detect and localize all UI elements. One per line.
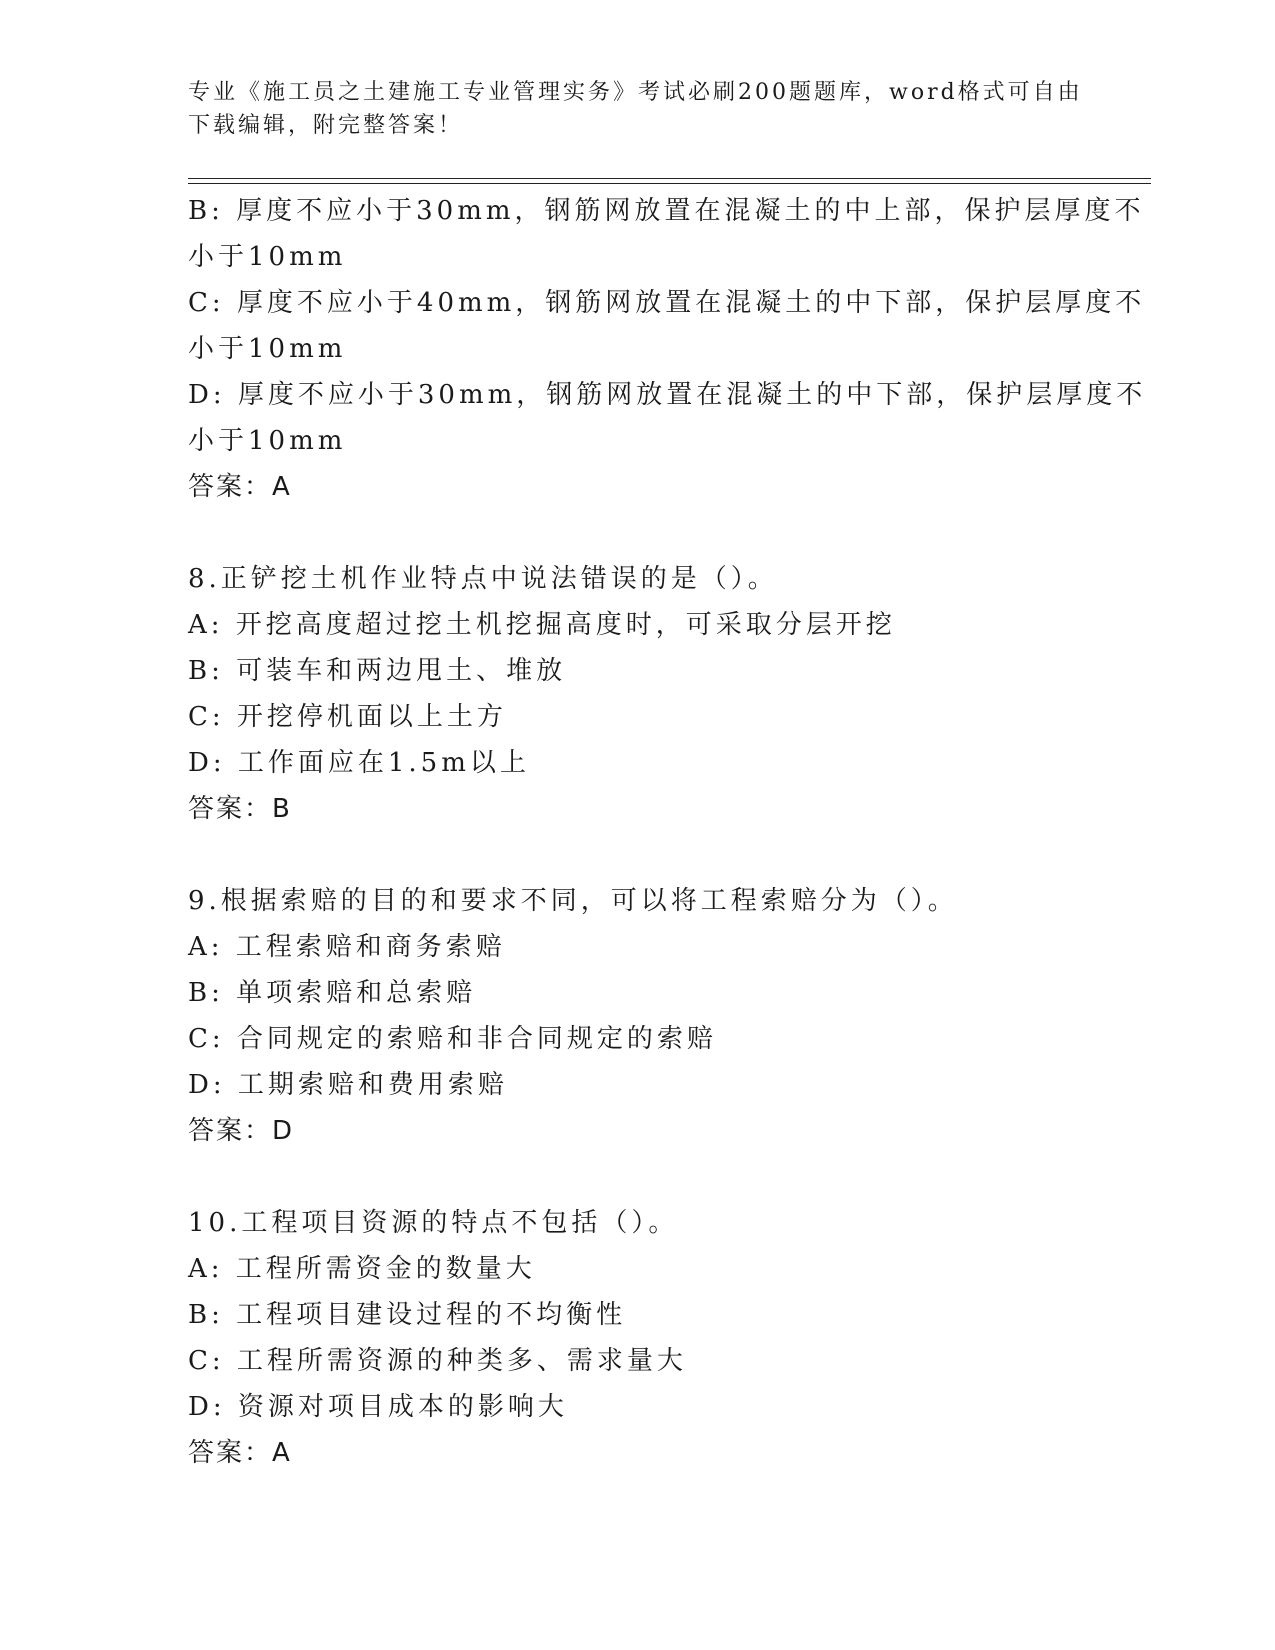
question-9 <box>188 878 1088 1154</box>
option-a: A: 工程所需资金的数量大 <box>188 1254 536 1284</box>
question-stem: 8.正铲挖土机作业特点中说法错误的是（）。 <box>188 564 778 594</box>
option-c-line-1: C: 厚度不应小于40mm，钢筋网放置在混凝土的中下部，保护层厚度不 <box>188 288 1146 318</box>
option-d: D: 资源对项目成本的影响大 <box>188 1392 568 1422</box>
option-b: B: 单项索赔和总索赔 <box>188 978 477 1008</box>
question-8 <box>188 556 1088 832</box>
spacer <box>188 510 1088 556</box>
option-d-line-2: 小于10mm <box>188 426 347 456</box>
answer-line: 答案：A <box>188 1438 292 1468</box>
spacer <box>188 1154 1088 1200</box>
option-b: B: 工程项目建设过程的不均衡性 <box>188 1300 627 1330</box>
option-c: C: 开挖停机面以上土方 <box>188 702 507 732</box>
question-10 <box>188 1200 1088 1476</box>
header-line-1: 专业《施工员之土建施工专业管理实务》考试必刷200题题库，word格式可自由 <box>188 80 1083 105</box>
option-b-line-1: B: 厚度不应小于30mm，钢筋网放置在混凝土的中上部，保护层厚度不 <box>188 196 1145 226</box>
answer-line: 答案：D <box>188 1116 295 1146</box>
option-c: C: 工程所需资源的种类多、需求量大 <box>188 1346 687 1376</box>
spacer <box>188 832 1088 878</box>
option-a: A: 开挖高度超过挖土机挖掘高度时，可采取分层开挖 <box>188 610 896 640</box>
option-b: B: 可装车和两边甩土、堆放 <box>188 656 567 686</box>
option-a: A: 工程索赔和商务索赔 <box>188 932 506 962</box>
header-line-2: 下载编辑，附完整答案！ <box>188 113 464 138</box>
option-c: C: 合同规定的索赔和非合同规定的索赔 <box>188 1024 717 1054</box>
option-d-line-1: D: 厚度不应小于30mm，钢筋网放置在混凝土的中下部，保护层厚度不 <box>188 380 1147 410</box>
question-content <box>188 188 1147 1476</box>
header-rule-top <box>188 178 1151 179</box>
option-b-line-2: 小于10mm <box>188 242 347 272</box>
question-stem: 9.根据索赔的目的和要求不同，可以将工程索赔分为（）。 <box>188 886 958 916</box>
option-c-line-2: 小于10mm <box>188 334 347 364</box>
question-stem: 10.工程项目资源的特点不包括（）。 <box>188 1208 679 1238</box>
document-header <box>188 76 1088 142</box>
answer-line: 答案：B <box>188 794 292 824</box>
header-rule-bottom <box>188 183 1151 184</box>
option-d: D: 工期索赔和费用索赔 <box>188 1070 508 1100</box>
option-d: D: 工作面应在1.5m以上 <box>188 748 530 778</box>
answer-line: 答案：A <box>188 472 292 502</box>
question-7-tail <box>188 188 1147 510</box>
